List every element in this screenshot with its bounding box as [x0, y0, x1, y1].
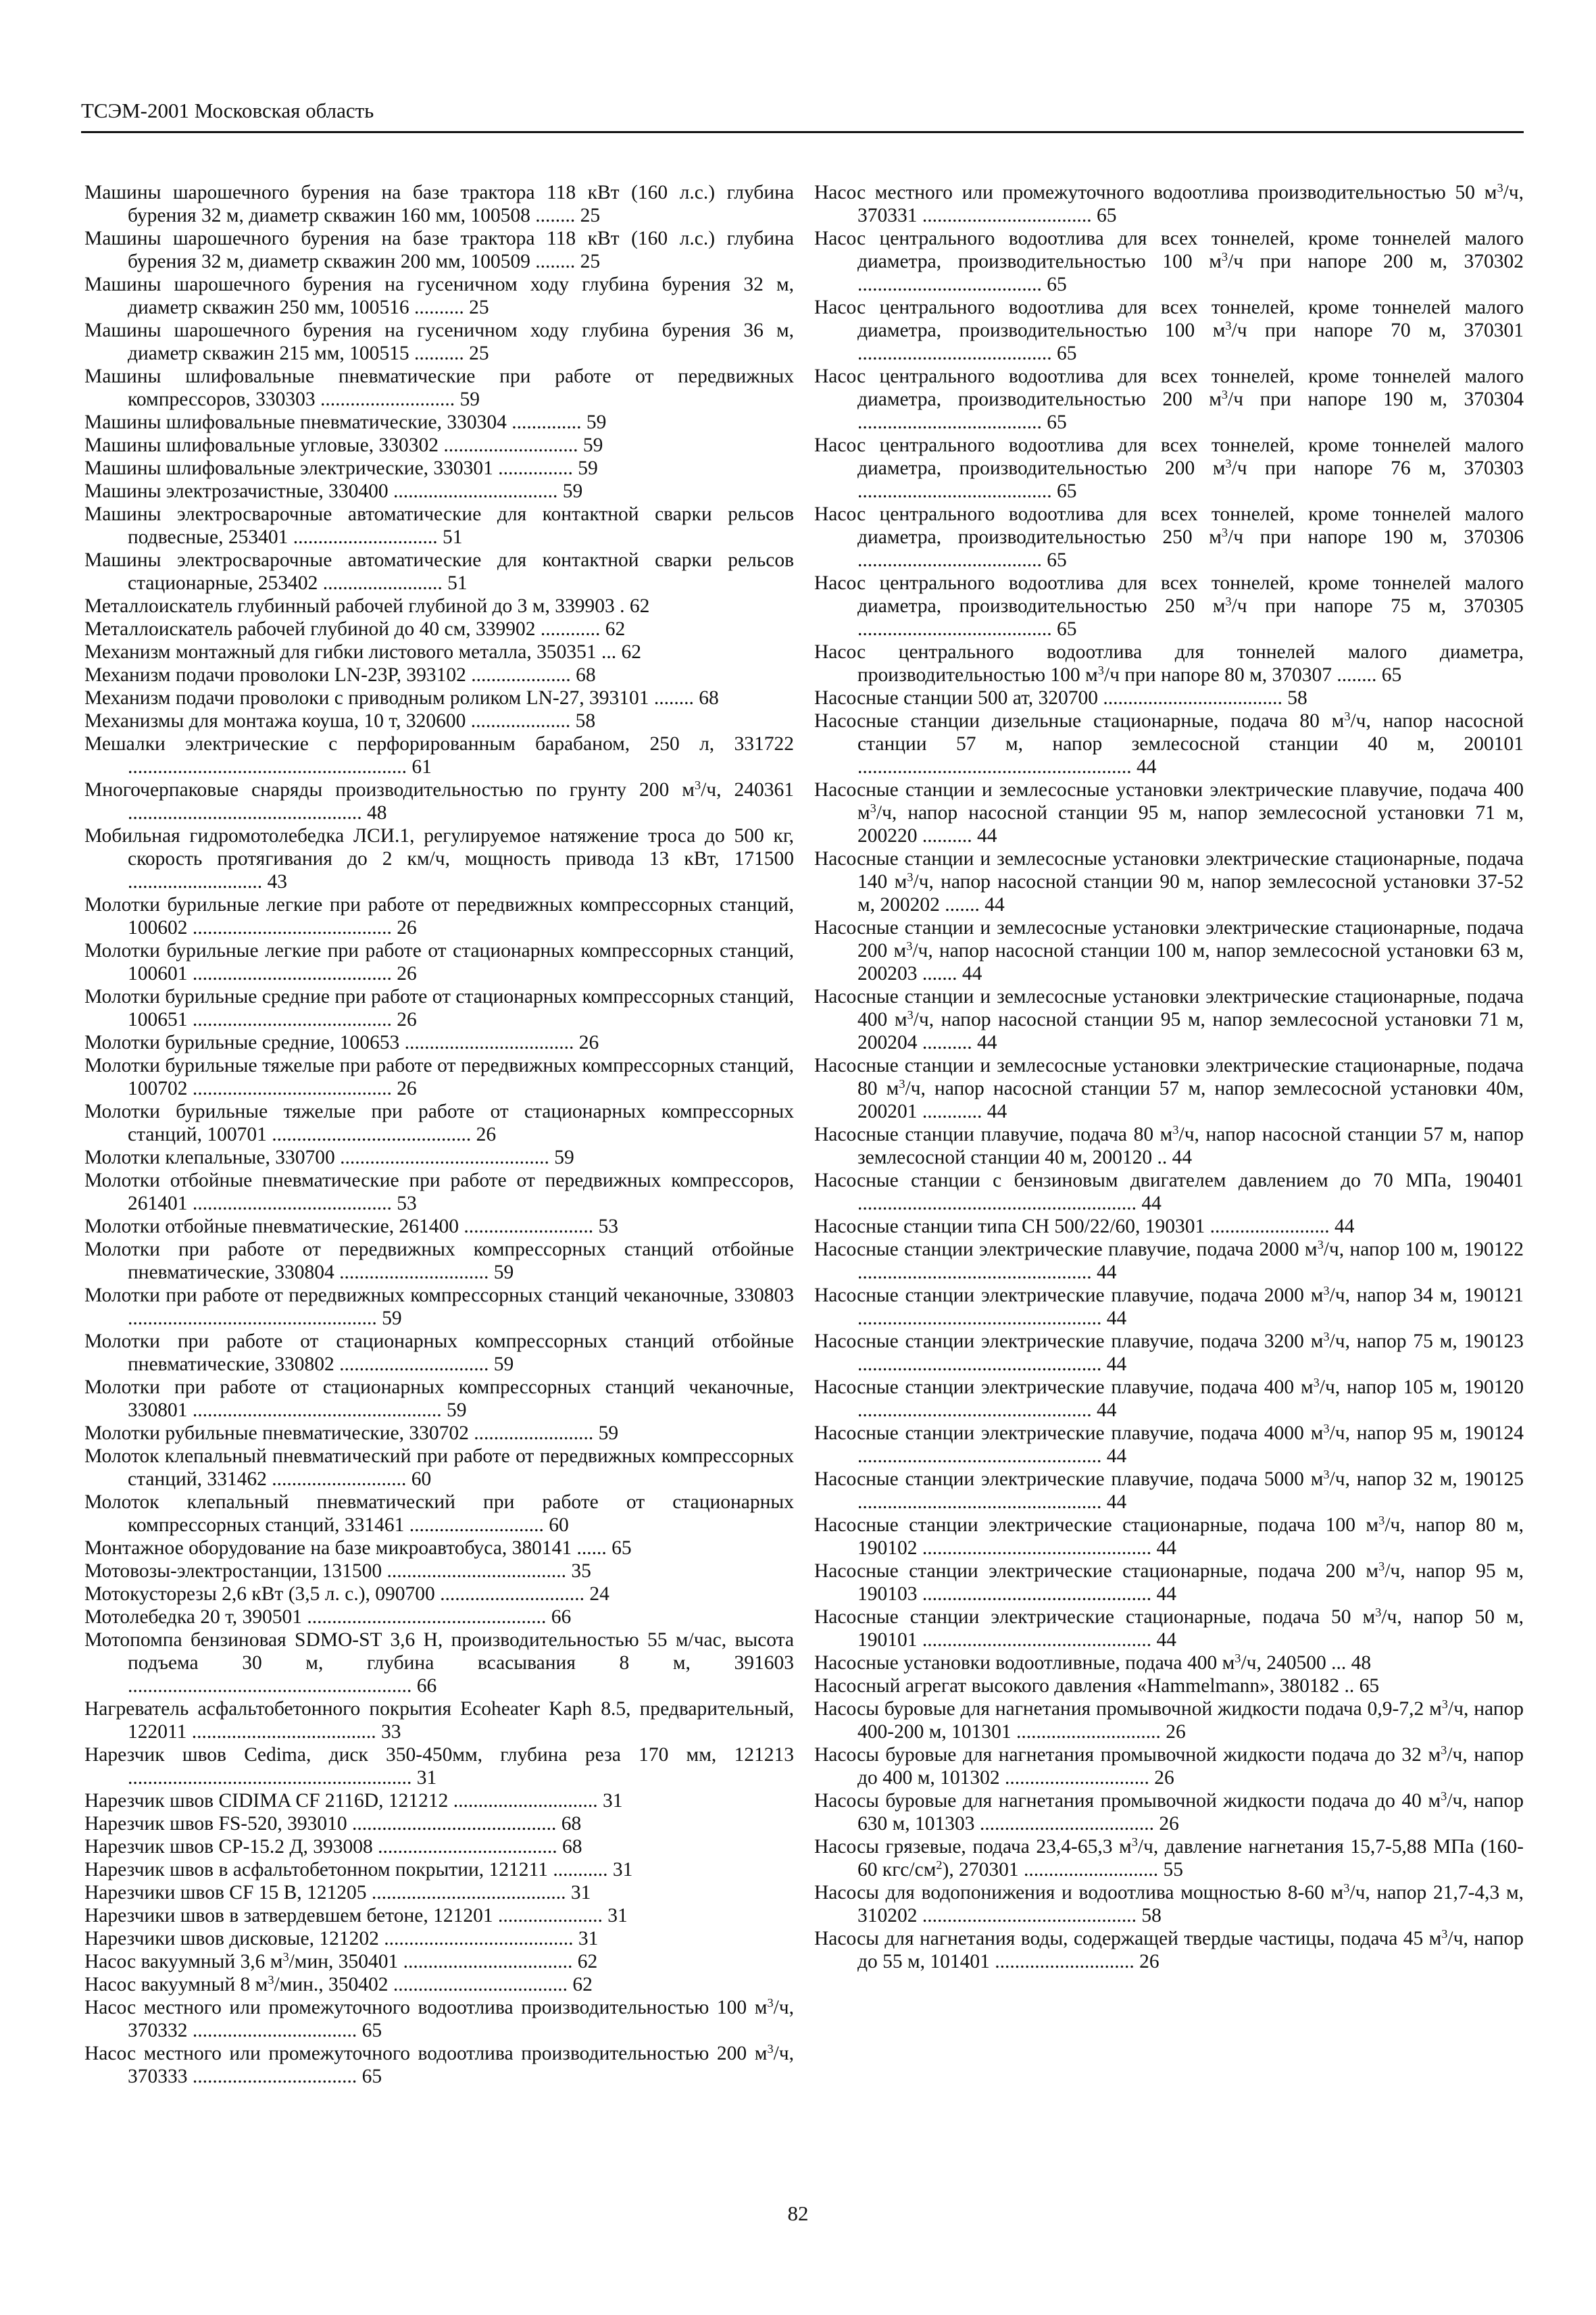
index-entry: Молотки бурильные легкие при работе от стационарных компрессорных станций, 100601 ........................................ 26: [84, 940, 794, 985]
index-entry: Насосы буровые для нагнетания промывочной жидкости подача 0,9-7,2 $м^3/ч$, напор 400-200 м, 101301 ............................. 26: [814, 1697, 1524, 1743]
index-entry: Машины электрозачистные, 330400 ................................. 59: [84, 480, 583, 502]
index-entry: Насосы для нагнетания воды, содержащей твердые частицы, подача 45 $м^3/ч$, напор до 55 м, 101401 ............................ 26: [814, 1926, 1524, 1972]
page-number: 82: [787, 2201, 809, 2225]
index-entry: Металлоискатель глубинный рабочей глубиной до 3 м, 339903 . 62: [84, 595, 650, 617]
index-entry: Механизм монтажный для гибки листового металла, 350351 ... 62: [84, 641, 641, 663]
index-entry: Молотки при работе от передвижных компрессорных станций чеканочные, 330803 .................................................. 59: [84, 1285, 794, 1329]
index-entry: Насосные станции дизельные стационарные, подача 80 $м^3/ч$, напор насосной станции 57 м, напор землесосной станции 40 м, 200101 ....................................................... 44: [814, 709, 1524, 778]
index-entry: Нагреватель асфальтобетонного покрытия Ecoheater Kaph 8.5, предварительный, 122011 ..................................... 33: [84, 1698, 794, 1743]
index-entry: Машины шарошечного бурения на гусеничном ходу глубина бурения 32 м, диаметр скважин 250 мм, 100516 .......... 25: [84, 274, 794, 318]
index-entry: Насосные станции электрические плавучие, подача 2000 $м^3/ч$, напор 34 м, 190121 ................................................. 44: [814, 1283, 1524, 1329]
index-entry: Насосы для водопонижения и водоотлива мощностью 8-60 $м^3/ч$, напор 21,7-4,3 м, 310202 ........................................... 58: [814, 1881, 1524, 1926]
index-entry: Монтажное оборудование на базе микроавтобуса, 380141 ...... 65: [84, 1537, 632, 1559]
index-entry: Нарезчики швов в затвердевшем бетоне, 121201 ..................... 31: [84, 1905, 628, 1926]
index-entry: Насос центрального водоотлива для всех тоннелей, кроме тоннелей малого диаметра, производительностью 200 $м^3/ч$ при напоре 76 м, 370303 ....................................... 65: [814, 434, 1524, 502]
index-entry: Насосные станции и землесосные установки электрические плавучие, подача 400 $м^3/ч$, напор насосной станции 95 м, напор землесосной установки 71 м, 200220 .......... 44: [814, 779, 1524, 847]
index-entry: Машины шлифовальные электрические, 330301 ............... 59: [84, 457, 598, 479]
index-entry: Молотки при работе от стационарных компрессорных станций отбойные пневматические, 330802 .............................. 59: [84, 1330, 794, 1375]
index-entry: Насосные станции электрические плавучие, подача 3200 $м^3/ч$, напор 75 м, 190123 ................................................. 44: [814, 1329, 1524, 1375]
index-entry: Насос центрального водоотлива для всех тоннелей, кроме тоннелей малого диаметра, производительностью 100 $м^3/ч$ при напоре 70 м, 370301 ....................................... 65: [814, 297, 1524, 364]
index-entry: Насосы буровые для нагнетания промывочной жидкости подача до 40 $м^3/ч$, напор 630 м, 101303 ................................... 26: [814, 1789, 1524, 1835]
index-entry: Насосы буровые для нагнетания промывочной жидкости подача до 32 $м^3/ч$, напор до 400 м, 101302 ............................. 26: [814, 1743, 1524, 1789]
index-entry: Насосные станции и землесосные установки электрические стационарные, подача 140 $м^3/ч$, напор насосной станции 90 м, напор землесосной установки 37-52 м, 200202 ....... 44: [814, 848, 1524, 916]
index-entry: Насосные станции 500 ат, 320700 .................................... 58: [814, 687, 1307, 709]
index-entry: Нарезчик швов Cedima, диск 350-450мм, глубина реза 170 мм, 121213 ......................................................... 31: [84, 1744, 794, 1789]
index-entry: Насос местного или промежуточного водоотлива производительностью 100 $м^3/ч$, 370332 ................................. 65: [84, 1995, 794, 2041]
index-entry: Насос местного или промежуточного водоотлива производительностью 50 $м^3/ч$, 370331 .................................. 65: [814, 180, 1524, 226]
index-entry: Машины шлифовальные пневматические при работе от передвижных компрессоров, 330303 ........................... 59: [84, 366, 794, 410]
index-entry: Мотокусторезы 2,6 кВт (3,5 л. с.), 090700 ............................. 24: [84, 1583, 609, 1605]
index-entry: Механизм подачи проволоки с приводным роликом LN-27, 393101 ........ 68: [84, 687, 719, 709]
index-entry: Насосные станции электрические плавучие, подача 2000 $м^3/ч$, напор 100 м, 190122 ............................................... 44: [814, 1237, 1524, 1283]
index-entry: Насосные станции и землесосные установки электрические стационарные, подача 200 $м^3/ч$, напор насосной станции 100 м, напор землесосной установки 63 м, 200203 ....... 44: [814, 917, 1524, 985]
index-entry: Нарезчик швов в асфальтобетонном покрытии, 121211 ........... 31: [84, 1859, 633, 1881]
index-entry: Машины шарошечного бурения на базе трактора 118 кВт (160 л.с.) глубина бурения 32 м, диаметр скважин 160 мм, 100508 ........ 25: [84, 182, 794, 226]
index-entry: Молотки бурильные тяжелые при работе от стационарных компрессорных станций, 100701 ........................................ 26: [84, 1101, 794, 1145]
running-header-title: ТСЭМ-2001 Московская область: [81, 99, 374, 122]
index-entry: Мотовозы-электростанции, 131500 .................................... 35: [84, 1560, 591, 1582]
index-entry: Машины электросварочные автоматические для контактной сварки рельсов стационарные, 253402 ........................ 51: [84, 549, 794, 594]
index-entry: Мотолебедка 20 т, 390501 ................................................ 66: [84, 1606, 572, 1628]
index-entry: Насосные станции электрические плавучие, подача 4000 $м^3/ч$, напор 95 м, 190124 ................................................. 44: [814, 1421, 1524, 1467]
index-entry: Насосы грязевые, подача 23,4-65,3 $м^3/ч$, давление нагнетания 15,7-5,88 МПа (160-60 кгс/$см^2$), 270301 ........................... 55: [814, 1835, 1524, 1881]
index-entry: Металлоискатель рабочей глубиной до 40 см, 339902 ............ 62: [84, 618, 626, 640]
index-column-left: [84, 181, 794, 2088]
index-entry: Нарезчики швов дисковые, 121202 ...................................... 31: [84, 1928, 599, 1949]
index-entry: Насосные станции электрические стационарные, подача 100 $м^3/ч$, напор 80 м, 190102 .............................................. 44: [814, 1513, 1524, 1559]
index-entry: Насос центрального водоотлива для всех тоннелей, кроме тоннелей малого диаметра, производительностью 100 $м^3/ч$ при напоре 200 м, 370302 ..................................... 65: [814, 228, 1524, 295]
index-entry: Молотки бурильные средние, 100653 .................................. 26: [84, 1032, 599, 1053]
index-entry: Молотки отбойные пневматические, 261400 .......................... 53: [84, 1216, 618, 1237]
index-entry: Мешалки электрические с перфорированным барабаном, 250 л, 331722 ........................................................ 61: [84, 733, 794, 778]
index-entry: Молотки бурильные легкие при работе от передвижных компрессорных станций, 100602 ........................................ 26: [84, 894, 794, 939]
index-entry: Механизмы для монтажа коуша, 10 т, 320600 .................... 58: [84, 710, 596, 732]
index-entry: Насосные станции с бензиновым двигателем давлением до 70 МПа, 190401 ........................................................ 44: [814, 1170, 1524, 1214]
index-entry: Молотки бурильные тяжелые при работе от передвижных компрессорных станций, 100702 ........................................ 26: [84, 1055, 794, 1099]
index-entry: Насосные установки водоотливные, подача 400 $м^3/ч$, 240500 ... 48: [814, 1651, 1372, 1674]
index-entry: Насосные станции электрические плавучие, подача 400 $м^3/ч$, напор 105 м, 190120 ............................................... 44: [814, 1375, 1524, 1421]
index-entry: Машины шарошечного бурения на гусеничном ходу глубина бурения 36 м, диаметр скважин 215 мм, 100515 .......... 25: [84, 320, 794, 364]
index-entry: Насосные станции и землесосные установки электрические стационарные, подача 400 $м^3/ч$, напор насосной станции 95 м, напор землесосной установки 71 м, 200204 .......... 44: [814, 986, 1524, 1053]
index-entry: Молотки при работе от передвижных компрессорных станций отбойные пневматические, 330804 .............................. 59: [84, 1239, 794, 1283]
index-entry: Насос вакуумный 3,6 $м^3$/мин, 350401 .................................. 62: [84, 1949, 598, 1972]
index-entry: Машины шлифовальные пневматические, 330304 .............. 59: [84, 412, 607, 433]
index-entry: Насос центрального водоотлива для всех тоннелей, кроме тоннелей малого диаметра, производительностью 250 $м^3/ч$ при напоре 190 м, 370306 ..................................... 65: [814, 503, 1524, 571]
index-entry: Мобильная гидромотолебедка ЛСИ.1, регулируемое натяжение троса до 500 кг, скорость протягивания до 2 км/ч, мощность привода 13 кВт, 171500 ........................... 43: [84, 825, 794, 893]
index-entry: Насос местного или промежуточного водоотлива производительностью 200 $м^3/ч$, 370333 ................................. 65: [84, 2041, 794, 2087]
index-entry: Нарезчик швов CP-15.2 Д, 393008 .................................... 68: [84, 1836, 582, 1858]
index-entry: Насосные станции типа CH 500/22/60, 190301 ........................ 44: [814, 1216, 1355, 1237]
index-entry: Молотки рубильные пневматические, 330702 ........................ 59: [84, 1422, 619, 1444]
index-entry: Насосные станции электрические стационарные, подача 200 $м^3/ч$, напор 95 м, 190103 .............................................. 44: [814, 1559, 1524, 1605]
index-entry: Нарезчик швов FS-520, 393010 ......................................... 68: [84, 1813, 582, 1835]
index-entry: Механизм подачи проволоки LN-23P, 393102 .................... 68: [84, 664, 596, 686]
index-entry: Молотки при работе от стационарных компрессорных станций чеканочные, 330801 .................................................. 59: [84, 1376, 794, 1421]
index-entry: Молотки клепальные, 330700 .......................................... 59: [84, 1147, 574, 1168]
index-entry: Насосные станции и землесосные установки электрические стационарные, подача 80 $м^3/ч$, напор насосной станции 57 м, напор землесосной установки 40м, 200201 ............ 44: [814, 1055, 1524, 1122]
index-entry: Насосный агрегат высокого давления «Hammelmann», 380182 .. 65: [814, 1675, 1380, 1697]
index-entry: Машины электросварочные автоматические для контактной сварки рельсов подвесные, 253401 ............................. 51: [84, 503, 794, 548]
index-entry: Насос центрального водоотлива для всех тоннелей, кроме тоннелей малого диаметра, производительностью 250 $м^3/ч$ при напоре 75 м, 370305 ....................................... 65: [814, 572, 1524, 640]
index-entry: Насос центрального водоотлива для всех тоннелей, кроме тоннелей малого диаметра, производительностью 200 $м^3/ч$ при напоре 190 м, 370304 ..................................... 65: [814, 366, 1524, 433]
index-entry: Насосные станции электрические плавучие, подача 5000 $м^3/ч$, напор 32 м, 190125 ................................................. 44: [814, 1467, 1524, 1513]
index-entry: Молоток клепальный пневматический при работе от передвижных компрессорных станций, 331462 ........................... 60: [84, 1445, 794, 1490]
index-entry: Многочерпаковые снаряды производительностью по грунту 200 $м^3/ч$, 240361 ............................................... 48: [84, 778, 794, 824]
running-header: [81, 95, 1524, 133]
index-entry: Молоток клепальный пневматический при работе от стационарных компрессорных станций, 331461 ........................... 60: [84, 1491, 794, 1536]
index-column-right: [814, 181, 1524, 1973]
index-entry: Нарезчик швов CIDIMA CF 2116D, 121212 ............................. 31: [84, 1790, 623, 1812]
index-entry: Насос центрального водоотлива для тоннелей малого диаметра, производительностью 100 $м^3/ч$ при напоре 80 м, 370307 ........ 65: [814, 641, 1524, 686]
index-entry: Насосные станции плавучие, подача 80 $м^3/ч$, напор насосной станции 57 м, напор землесосной станции 40 м, 200120 .. 44: [814, 1122, 1524, 1168]
index-entry: Нарезчики швов CF 15 B, 121205 ....................................... 31: [84, 1882, 591, 1903]
index-entry: Машины шлифовальные угловые, 330302 ........................... 59: [84, 434, 603, 456]
index-entry: Машины шарошечного бурения на базе трактора 118 кВт (160 л.с.) глубина бурения 32 м, диаметр скважин 200 мм, 100509 ........ 25: [84, 228, 794, 272]
index-entry: Насос вакуумный 8 $м^3$/мин., 350402 ................................... 62: [84, 1972, 593, 1995]
index-entry: Мотопомпа бензиновая SDMO-ST 3,6 H, производительностью 55 м/час, высота подъема 30 м, глубина всасывания 8 м, 391603 ......................................................... 66: [84, 1629, 794, 1697]
index-entry: Молотки бурильные средние при работе от стационарных компрессорных станций, 100651 ........................................ 26: [84, 986, 794, 1030]
index-entry: Насосные станции электрические стационарные, подача 50 $м^3/ч$, напор 50 м, 190101 .............................................. 44: [814, 1605, 1524, 1651]
index-entry: Молотки отбойные пневматические при работе от передвижных компрессоров, 261401 ........................................ 53: [84, 1170, 794, 1214]
